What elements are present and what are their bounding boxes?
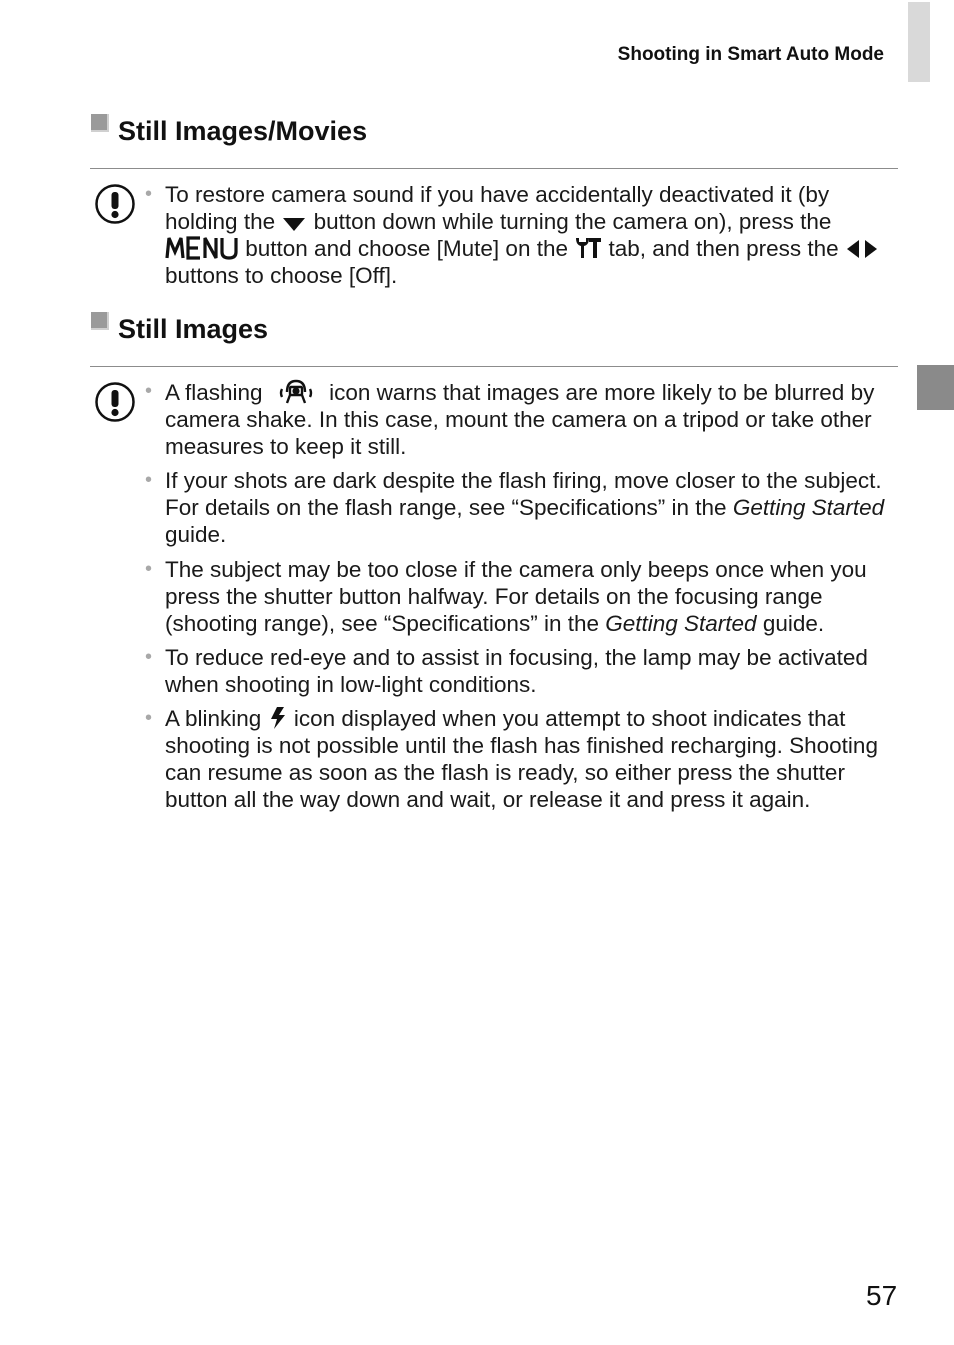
page-number: 57 [866, 1280, 898, 1311]
list-item: • To restore camera sound if you have accidentally deactivated it (by holding the button down while turning the camera on), press the button and choose [Mute] on the tab, and then press the buttons to choose [Off]. [145, 181, 890, 289]
flash-icon [268, 706, 288, 730]
tools-tab-icon [574, 236, 602, 260]
list-item: • A blinking icon displayed when you attempt to shoot indicates that shooting is not possible until the flash has finished recharging. Shooting can resume as soon as the flash is ready, so either press the shutter button all the way down and wait, or release it and press it again. [145, 706, 878, 813]
edge-tab-top [908, 2, 930, 82]
section-marker-icon [91, 114, 109, 132]
section-title: Still Images [118, 314, 269, 344]
bullet-dot: • [145, 645, 153, 668]
list-item: • To reduce red-eye and to assist in focusing, the lamp may be activated when shooting in low-light conditions. [145, 644, 868, 697]
section-rule [90, 366, 898, 367]
list-item: • A flashing icon warns that images are more likely to be blurred by camera shake. In this case, mount the camera on a tripod or take other measures to keep it still. [145, 380, 875, 460]
down-arrow-button-icon [281, 215, 307, 233]
bullet-dot: • [145, 707, 153, 730]
menu-button-icon [165, 236, 239, 260]
list-item: • If your shots are dark despite the flash firing, move closer to the subject. For details on the flash range, see “Specifications” in the Getting Started guide. [145, 468, 885, 548]
section-rule [90, 168, 898, 169]
section-marker-icon [91, 312, 109, 330]
camera-shake-icon [269, 378, 323, 406]
bullet-dot: • [145, 380, 153, 402]
bullet-dot: • [145, 469, 153, 492]
bullet-list-still-images [145, 378, 890, 820]
list-item: • The subject may be too close if the camera only beeps once when you press the shutter button halfway. For details on the focusing range (shooting range), see “Specifications” in the Getting Started guide. [145, 556, 867, 636]
chapter-edge-tab [917, 365, 954, 410]
caution-exclamation-icon [95, 184, 135, 224]
caution-exclamation-icon [95, 382, 135, 422]
bullet-list-still-images-movies [145, 181, 890, 296]
bullet-dot: • [145, 183, 153, 205]
bullet-dot: • [145, 557, 153, 580]
left-right-buttons-icon [845, 238, 881, 260]
running-header: Shooting in Smart Auto Mode [617, 44, 884, 65]
section-title: Still Images/Movies [118, 116, 368, 146]
